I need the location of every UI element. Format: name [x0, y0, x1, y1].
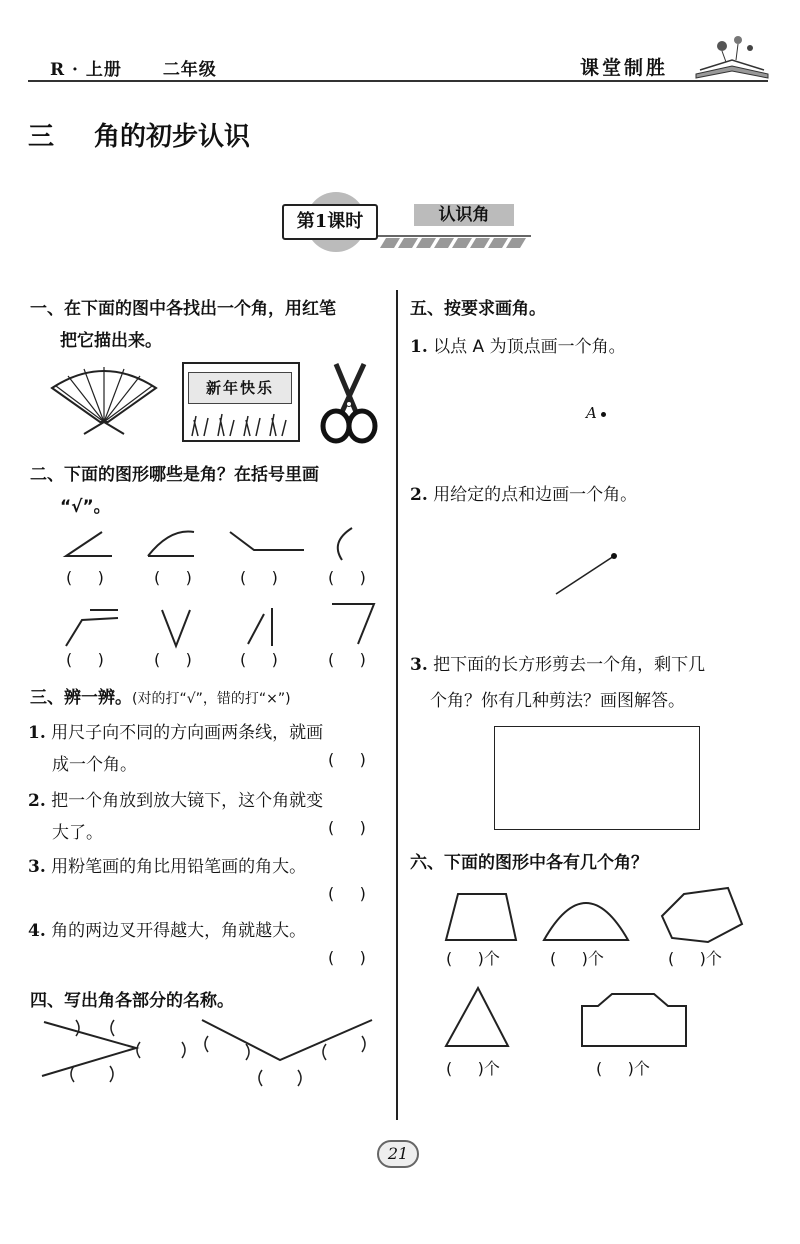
- given-side-figure[interactable]: [550, 550, 620, 600]
- s5-q2: [410, 480, 637, 505]
- fig-hook-8: [332, 604, 374, 644]
- s6-title: 六、下面的图形中各有几个角？: [410, 853, 648, 873]
- s3-item-3-num: 3.: [28, 857, 46, 877]
- s2-paren-2[interactable]: ( ): [154, 568, 192, 587]
- s6-count-2[interactable]: ( )个: [550, 949, 604, 968]
- s2-paren-5[interactable]: ( ): [66, 650, 104, 669]
- fig-angle-1: [66, 532, 112, 556]
- s5-q3-num: 3.: [410, 655, 428, 675]
- s4-title: 四、写出角各部分的名称。: [30, 991, 234, 1011]
- shape-semicircle: [544, 903, 628, 940]
- lesson-tag: 认识角: [414, 204, 514, 226]
- s4-angle-figures: [36, 1014, 386, 1094]
- s6-count-4[interactable]: ( )个: [446, 1059, 500, 1078]
- shape-hexagon: [662, 888, 742, 942]
- fig-curve-2: [148, 532, 194, 557]
- s3-item-2-line1: [28, 786, 323, 811]
- s3-paren-4[interactable]: ( ): [328, 948, 366, 967]
- book-logo-icon: [692, 30, 772, 80]
- s5-q3-text: 把下面的长方形剪去一个角，剩下几: [433, 655, 706, 675]
- chapter-name: 角的初步认识: [94, 122, 251, 152]
- shape-triangle: [446, 988, 508, 1046]
- s3-title: 三、辨一辨。: [30, 688, 132, 708]
- fan-picture: [44, 360, 164, 436]
- s3-item-1-text: 用尺子向不同的方向画两条线，就画: [51, 723, 324, 743]
- s3-item-1-line2: 成一个角。: [52, 755, 137, 775]
- point-a-label: A: [586, 404, 597, 422]
- fig-bent-3: [230, 532, 304, 550]
- fig-open-5: [66, 610, 118, 646]
- shape-octagon: [582, 994, 686, 1046]
- page-number: 21: [377, 1140, 419, 1168]
- s5-q2-num: 2.: [410, 485, 428, 505]
- s3-item-4-num: 4.: [28, 921, 46, 941]
- fig-gap-7: [248, 608, 272, 646]
- new-year-picture: [182, 362, 300, 442]
- s3-item-2-line2: 大了。: [52, 823, 103, 843]
- s3-item-2-text: 把一个角放到放大镜下，这个角就变: [51, 791, 324, 811]
- angle-figure-2: [202, 1020, 372, 1060]
- s2-paren-4[interactable]: ( ): [328, 568, 366, 587]
- shape-trapezoid: [446, 894, 516, 940]
- s2-paren-8[interactable]: ( ): [328, 650, 366, 669]
- s3-item-3-text: 用粉笔画的角比用铅笔画的角大。: [51, 857, 307, 877]
- s3-item-2-num: 2.: [28, 791, 46, 811]
- s3-hint: (对的打“√”，错的打“×”): [132, 691, 291, 707]
- chapter-number: 三: [28, 122, 55, 152]
- s2-paren-7[interactable]: ( ): [240, 650, 278, 669]
- s1-title-line2: 把它描出来。: [60, 331, 162, 351]
- s5-q3-line2: 个角？你有几种剪法？画图解答。: [430, 691, 685, 711]
- scissors-picture: [314, 360, 384, 446]
- s6-count-3[interactable]: ( )个: [668, 949, 722, 968]
- grade-label: 二年级: [162, 60, 217, 80]
- angle-figure-1: [42, 1022, 136, 1076]
- s3-item-1-num: 1.: [28, 723, 46, 743]
- s6-count-5[interactable]: ( )个: [596, 1059, 650, 1078]
- s3-item-4: [28, 916, 306, 941]
- edition-label: R · 上册: [50, 60, 122, 80]
- s3-item-1-line1: [28, 718, 323, 743]
- s1-title-line1: 一、在下面的图中各找出一个角，用红笔: [30, 299, 336, 319]
- column-divider: [396, 290, 398, 1120]
- point-a-dot[interactable]: [601, 412, 606, 417]
- s2-figures: [40, 520, 390, 660]
- s3-item-3: [28, 852, 306, 877]
- s2-paren-1[interactable]: ( ): [66, 568, 104, 587]
- s3-heading: [30, 683, 291, 708]
- s3-paren-1[interactable]: ( ): [328, 750, 366, 769]
- s6-count-1[interactable]: ( )个: [446, 949, 500, 968]
- fig-arc-4: [338, 528, 352, 560]
- s2-title-line2: “√”。: [60, 497, 111, 517]
- s3-item-4-text: 角的两边叉开得越大，角就越大。: [51, 921, 307, 941]
- s5-title: 五、按要求画角。: [410, 299, 546, 319]
- s2-title-line1: 二、下面的图形哪些是角？在括号里画: [30, 465, 319, 485]
- chapter-title: [28, 116, 250, 153]
- s3-paren-3[interactable]: ( ): [328, 884, 366, 903]
- grass-decoration: [184, 410, 294, 438]
- header-edition-grade: [50, 55, 251, 80]
- s5-q1-text: 以点 A 为顶点画一个角。: [433, 337, 626, 357]
- s5-q2-text: 用给定的点和边画一个角。: [433, 485, 638, 505]
- rectangle-figure[interactable]: [494, 726, 700, 830]
- header-rule: [28, 80, 768, 82]
- s5-q3-line1: [410, 650, 705, 675]
- s5-q1: [410, 332, 626, 357]
- fig-v-6: [162, 610, 190, 646]
- brand-title: 课堂制胜: [580, 57, 669, 79]
- lesson-label: 第1课时: [282, 204, 378, 240]
- s2-paren-3[interactable]: ( ): [240, 568, 278, 587]
- s5-q1-num: 1.: [410, 337, 428, 357]
- banner-text: 新年快乐: [188, 372, 292, 404]
- s2-paren-6[interactable]: ( ): [154, 650, 192, 669]
- s3-paren-2[interactable]: ( ): [328, 818, 366, 837]
